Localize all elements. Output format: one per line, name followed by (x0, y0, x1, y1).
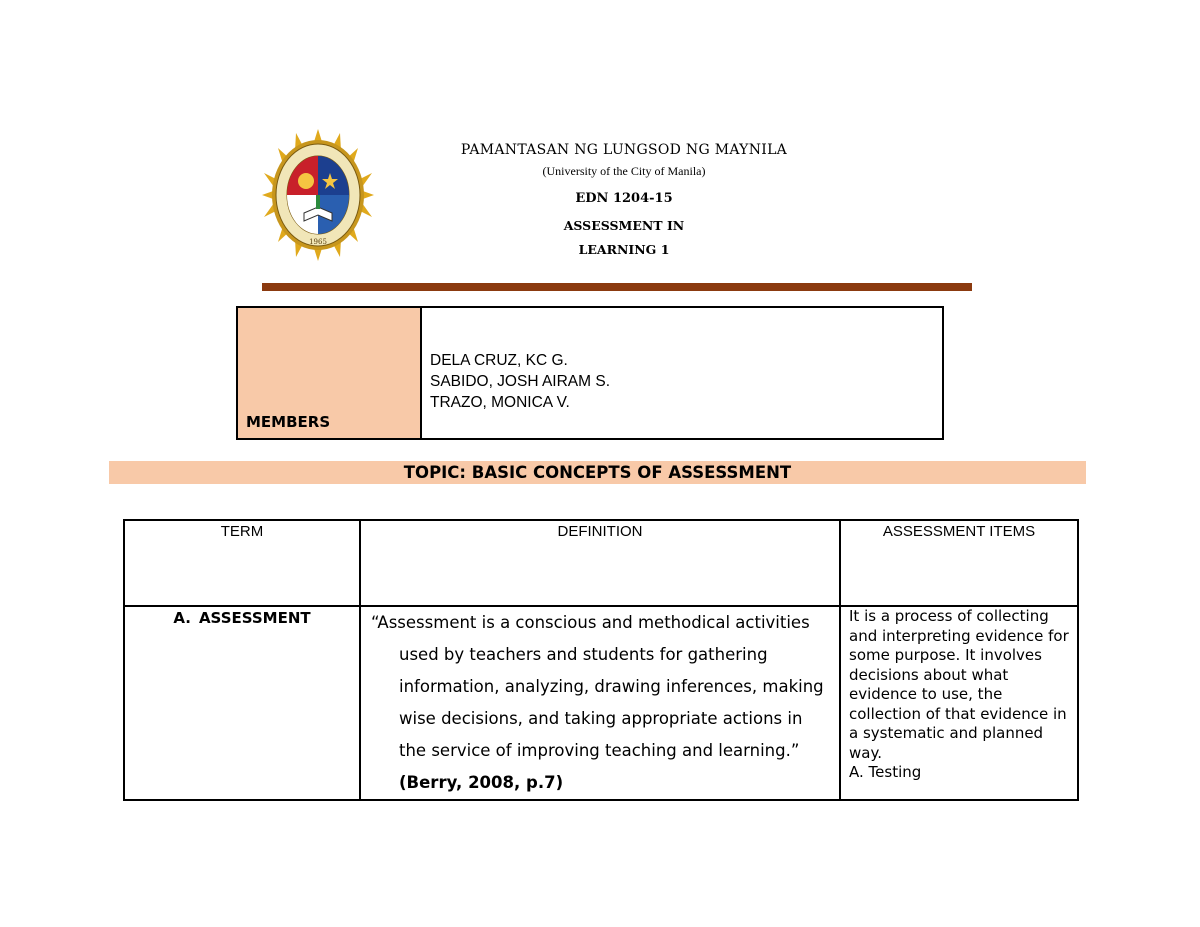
table-row (124, 606, 1078, 800)
header-assessment-items: ASSESSMENT ITEMS (840, 520, 1078, 606)
header-term: TERM (124, 520, 360, 606)
member-name: SABIDO, JOSH AIRAM S. (430, 373, 611, 390)
member-name: DELA CRUZ, KC G. (430, 352, 568, 369)
course-title-line1: ASSESSMENT IN (563, 218, 685, 233)
term-marker: A. (173, 609, 191, 627)
definition-citation: (Berry, 2008, p.7) (399, 773, 564, 792)
members-box (236, 306, 944, 440)
university-subtitle: (University of the City of Manila) (542, 164, 706, 178)
course-code: EDN 1204-15 (575, 191, 673, 206)
term-text: ASSESSMENT (198, 609, 311, 627)
university-seal-logo (262, 128, 374, 262)
table-header-row (124, 520, 1078, 606)
header-divider (262, 283, 972, 291)
definition-cell (360, 606, 840, 800)
svg-text:1965: 1965 (309, 238, 327, 246)
assessment-items-text: It is a process of collecting and interpreting evidence for some purpose. It involves decisions about what evidence to use, the collection of that evidence in a systematic and planned way. (849, 607, 1069, 762)
university-name: PAMANTASAN NG LUNGSOD NG MAYNILA (460, 142, 788, 158)
members-label: MEMBERS (246, 413, 331, 431)
assessment-table (123, 519, 1079, 801)
members-label-cell (238, 308, 422, 438)
assessment-items-cell (840, 606, 1078, 800)
definition-text: “Assessment is a conscious and methodical activities used by teachers and students for gathering information, analyzing, drawing inferences, making wise decisions, and taking appropriate actions in the service of improving teaching and learning.” (371, 613, 824, 760)
course-title-line2: LEARNING 1 (578, 242, 670, 257)
members-list (422, 308, 610, 438)
topic-heading: TOPIC: BASIC CONCEPTS OF ASSESSMENT (109, 461, 1086, 484)
term-cell (124, 606, 360, 800)
header-definition: DEFINITION (360, 520, 840, 606)
assessment-items-extra: A. Testing (849, 763, 922, 781)
member-name: TRAZO, MONICA V. (430, 394, 570, 411)
